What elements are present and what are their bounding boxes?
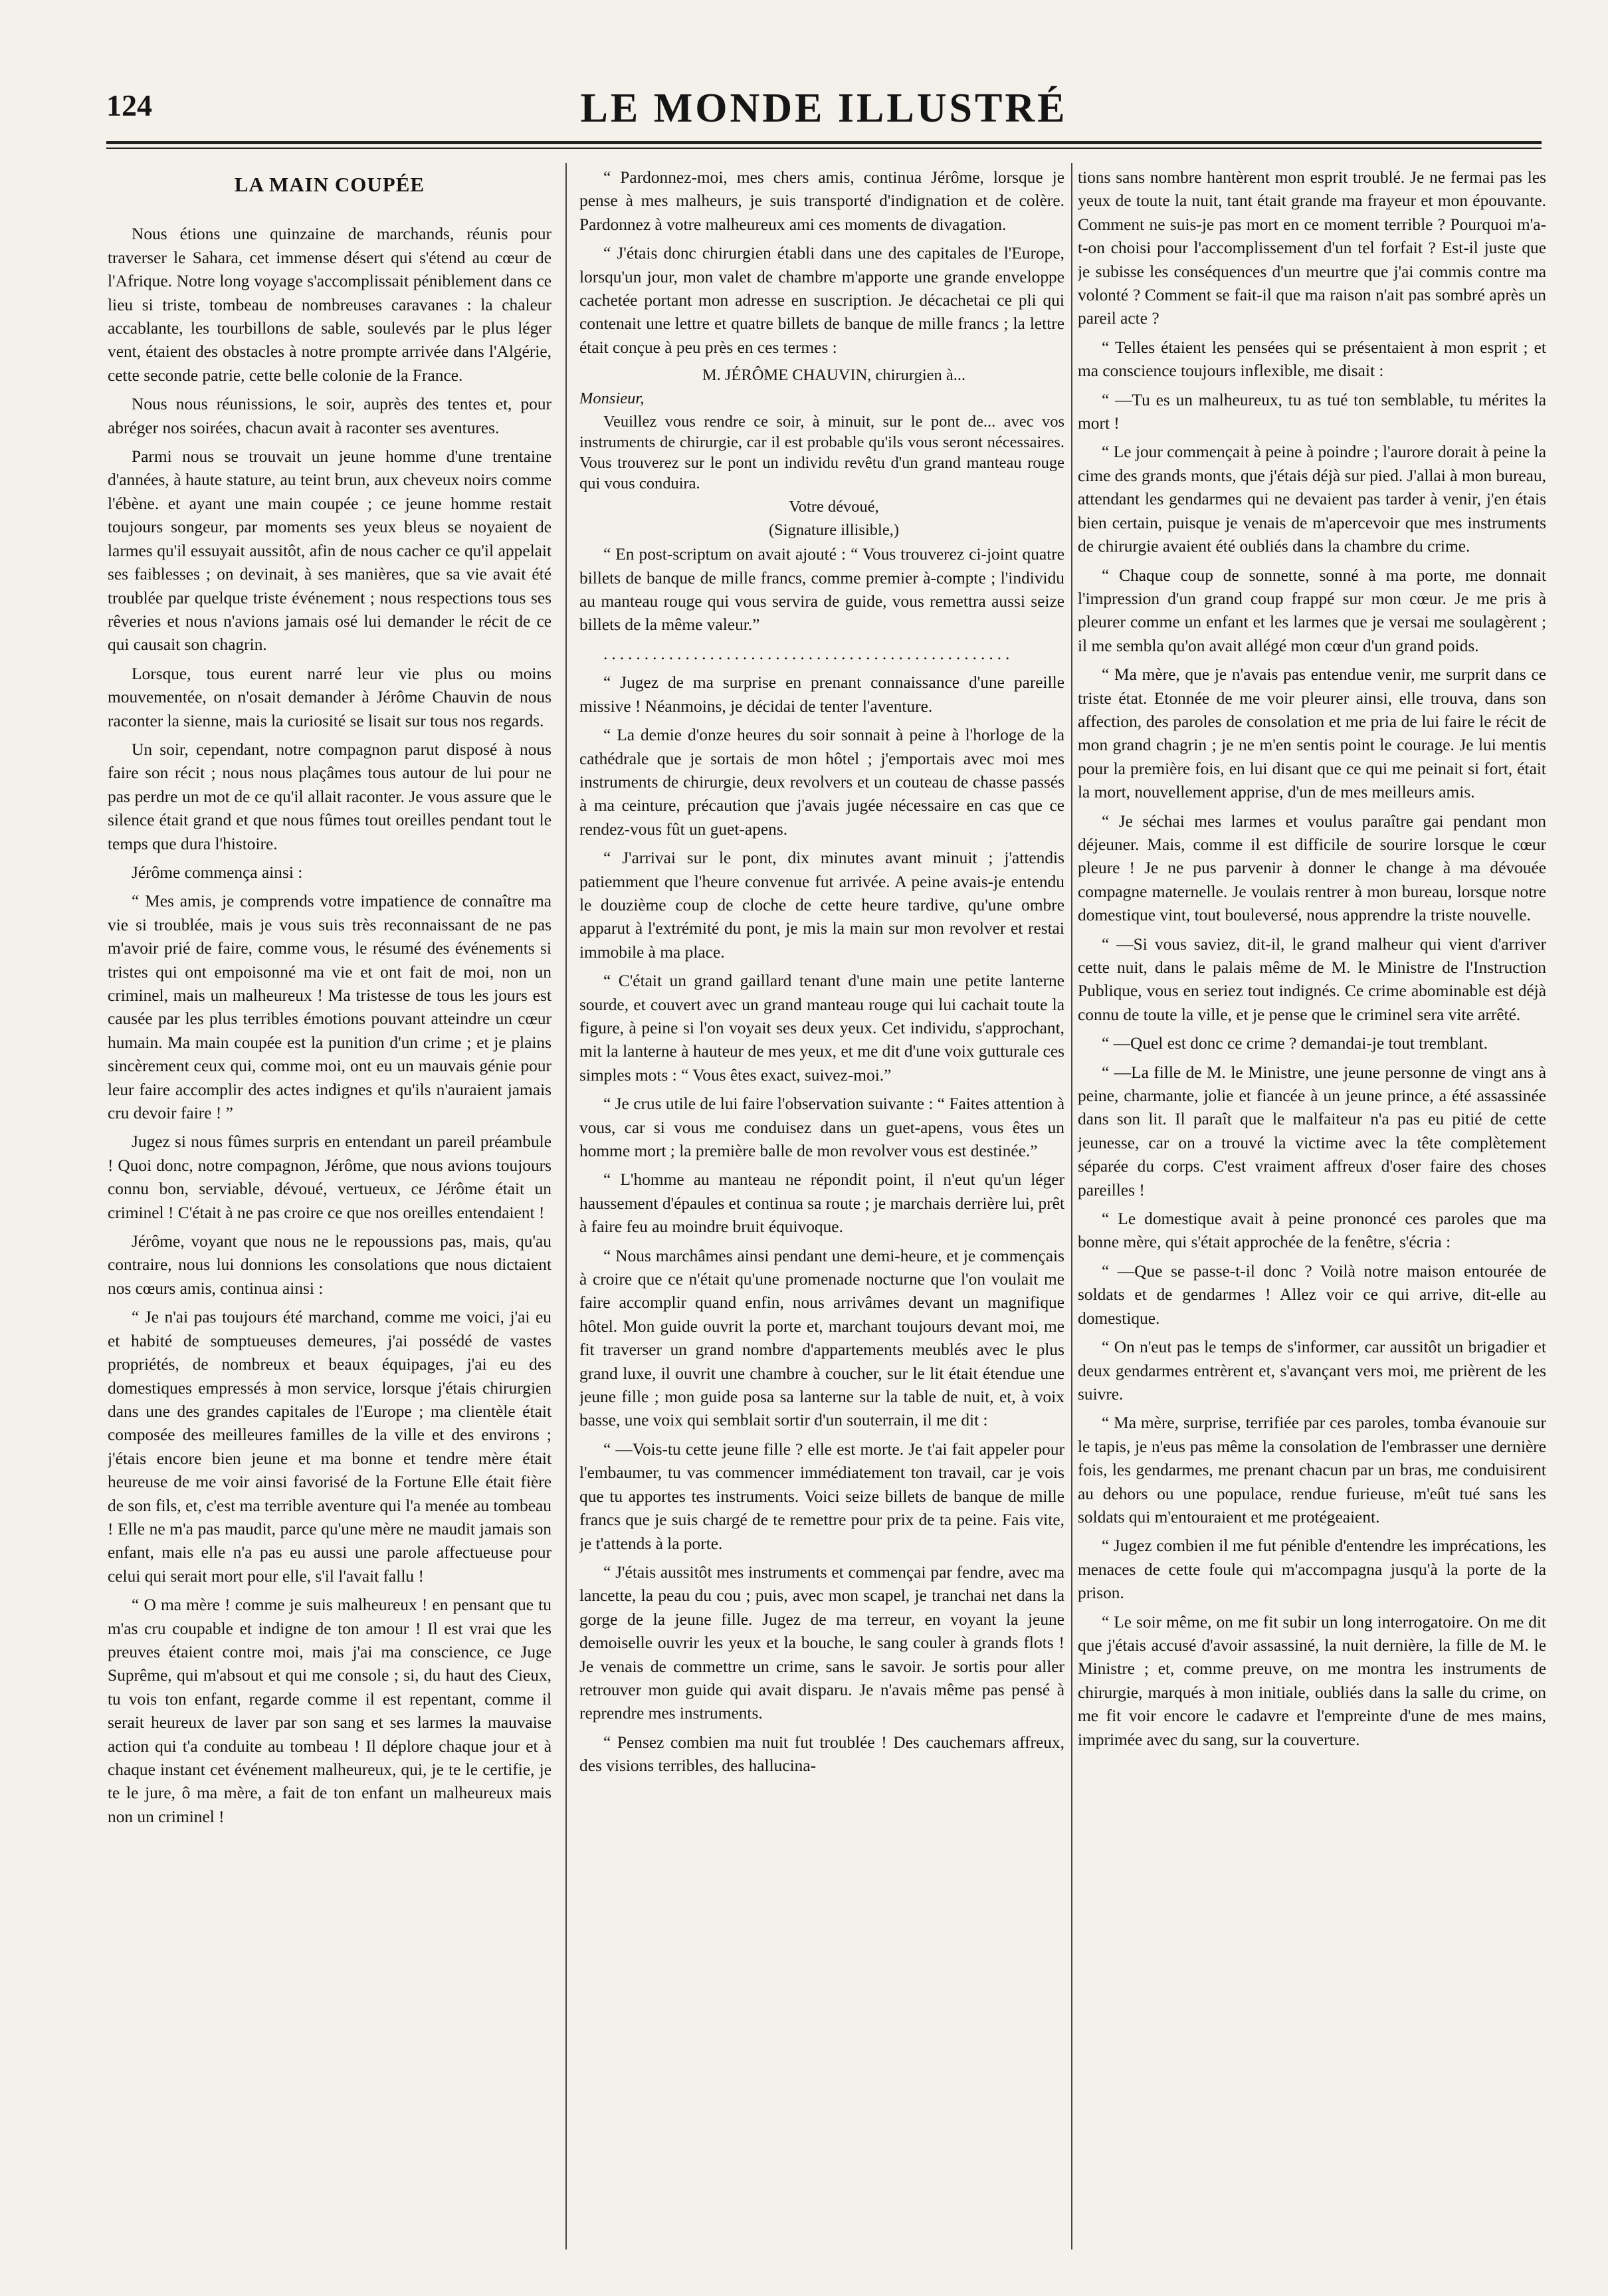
paragraph: “ Jugez de ma surprise en prenant connaissance d'une pareille missive ! Néanmoins, je décidai de tenter l'aventure. (579, 673, 1064, 716)
paragraph: “ Jugez combien il me fut pénible d'entendre les imprécations, les menaces de cette foule qui m'accompagna jusqu'à la porte de la prison. (1078, 1536, 1546, 1603)
paragraph: “ En post-scriptum on avait ajouté : “ Vous trouverez ci-joint quatre billets de banque de mille francs, comme premier à-compte ; l'individu au manteau rouge qui vous servira de guide, vous remettra aussi seize billets de la même valeur.” (579, 545, 1064, 635)
paragraph: “ J'étais donc chirurgien établi dans une des capitales de l'Europe, lorsqu'un jour, mon valet de chambre m'apporte une grande enveloppe cachetée portant mon adresse en suscription. Je décachetai ce pli qui contenait une lettre et quatre billets de banque de mille francs ; la lettre était conçue à peu près en ces termes : (579, 244, 1064, 357)
paragraph: “ —Si vous saviez, dit-il, le grand malheur qui vient d'arriver cette nuit, dans le palais même de M. le Ministre de l'Instruction Publique, vous en seriez tout indignés. Ce crime abominable est déjà connu de toute la ville, et je pense que le criminel sera vite arrêté. (1078, 934, 1546, 1024)
header-rule-thin (106, 148, 1542, 149)
paragraph: “ Ma mère, surprise, terrifiée par ces paroles, tomba évanouie sur le tapis, je n'eus pas même la consolation de l'embrasser une dernière fois, les gendarmes, me prenant chacun par un bras, me conduisirent au dehors ou une populace, rendue furieuse, m'eût tué sans les soldats qui m'entouraient et me protégeaient. (1078, 1413, 1546, 1526)
paragraph: “ —La fille de M. le Ministre, une jeune personne de vingt ans à peine, charmante, jolie et fiancée à un jeune prince, a été assassinée dans son lit. Il paraît que le malfaiteur n'a pas eu pitié de cette jeunesse, car on a trouvé la victime avec la tête complètement séparée du corps. C'est vraiment affreux d'oser faire des choses pareilles ! (1078, 1063, 1546, 1200)
paragraph: “ J'arrivai sur le pont, dix minutes avant minuit ; j'attendis patiemment que l'heure convenue fut arrivée. A peine avais-je entendu le douzième coup de cloche de cette heure tardive, qu'une ombre apparut à l'extrémité du pont, je mis la main sur mon revolver et restai immobile à ma place. (579, 849, 1064, 962)
paragraph: Lorsque, tous eurent narré leur vie plus ou moins mouvementée, on n'osait demander à Jérôme Chauvin de nous raconter la sienne, mais la curiosité se lisait sur tous nos regards. (108, 664, 552, 730)
paragraph: “ —Que se passe-t-il donc ? Voilà notre maison entourée de soldats et de gendarmes ! Allez voir ce qui arrive, dit-elle au domestique. (1078, 1261, 1546, 1328)
paragraph: “ Telles étaient les pensées qui se présentaient à mon esprit ; et ma conscience toujours inflexible, me disait : (1078, 338, 1546, 381)
header-rule-thick (106, 141, 1542, 144)
paragraph: Jérôme commença ainsi : (132, 863, 303, 882)
paragraph: “ Le domestique avait à peine prononcé ces paroles que ma bonne mère, qui s'était approchée de la fenêtre, s'écria : (1078, 1209, 1546, 1252)
paragraph: Nous étions une quinzaine de marchands, réunis pour traverser le Sahara, cet immense désert qui s'étend au cœur de l'Afrique. Notre long voyage s'accomplissait péniblement dans ce lieu si triste, tombeau de nombreuses caravanes : la chaleur accablante, les tourbillons de sable, soulevés par le plus léger vent, étaient des obstacles à notre prompte arrivée dans l'Algérie, cette seconde patrie, cette belle colonie de la France. (108, 225, 552, 385)
paragraph: “ —Quel est donc ce crime ? demandai-je tout tremblant. (1102, 1034, 1488, 1053)
column-1 (108, 166, 552, 2253)
paragraph: “ Le soir même, on me fit subir un long interrogatoire. On me dit que j'étais accusé d'avoir assassiné, la nuit dernière, la fille de M. le Ministre ; et, comme preuve, on me montra les instruments de chirurgie, marqués à mon initiale, oubliés dans la salle du crime, on me fit voir encore le cadavre et l'empreinte d'une de mes mains, imprimée avec du sang, sur la couverture. (1078, 1612, 1546, 1749)
column-divider (565, 163, 567, 2249)
paragraph: “ Pensez combien ma nuit fut troublée ! Des cauchemars affreux, des visions terribles, des hallucina- (579, 1732, 1064, 1776)
paragraph: “ Je séchai mes larmes et voulus paraître gai pendant mon déjeuner. Mais, comme il est difficile de sourire lorsque le cœur pleure ! Je ne pus parvenir à donner le change à ma dévouée compagne maternelle. Je voulais rentrer à mon bureau, lorsque notre domestique vint, tout bouleversé, nous apprendre la triste nouvelle. (1078, 811, 1546, 925)
paragraph: Un soir, cependant, notre compagnon parut disposé à nous faire son récit ; nous nous plaçâmes tous autour de lui pour ne pas perdre un mot de ce qu'il allait raconter. Je vous assure que le silence était grand et que nous fûmes tout oreilles pendant tout le temps que dura l'histoire. (108, 740, 552, 853)
paragraph: “ Pardonnez-moi, mes chers amis, continua Jérôme, lorsque je pense à mes malheurs, je suis transporté d'indignation et de colère. Pardonnez à votre malheureux ami ces moments de divagation. (579, 168, 1064, 234)
letter-salutation: Monsieur, (579, 389, 645, 408)
article-title: LA MAIN COUPÉE (234, 173, 425, 196)
paragraph: “ Chaque coup de sonnette, sonné à ma porte, me donnait l'impression d'un grand coup frappé sur mon cœur. Je me pris à pleurer comme un enfant et les larmes que je versai me soulagèrent ; il me sembla qu'on avait allégé mon cœur d'un grand poids. (1078, 566, 1546, 655)
ellipsis-separator: .................................................. (603, 644, 1014, 663)
page-header (106, 80, 1542, 143)
paragraph: “ —Vois-tu cette jeune fille ? elle est morte. Je t'ai fait appeler pour l'embaumer, tu vas commencer immédiatement ton travail, car je vois que tu apportes tes instruments. Voici seize billets de banque de mille francs que je suis chargé de te remettre pour prix de ta peine. Fais vite, je t'attends à la porte. (579, 1439, 1064, 1553)
paragraph: “ C'était un grand gaillard tenant d'une main une petite lanterne sourde, et couvert avec un grand manteau rouge qui lui cachait toute la figure, à peine si l'on voyait ses deux yeux. Cet individu, s'approchant, mit la lanterne à hauteur de mes yeux, et me dit d'une voix gutturale ces simples mots : “ Vous êtes exact, suivez-moi.” (579, 972, 1064, 1085)
paragraph: Parmi nous se trouvait un jeune homme d'une trentaine d'années, à haute stature, au teint brun, aux cheveux noirs comme l'ébène. et ayant une main coupée ; ce jeune homme restait toujours songeur, par moments ses yeux bleus se noyaient de larmes qu'il essuyait aussitôt, afin de nous cacher ce qu'il appelait ses faiblesses ; on devinait, à ses manières, que sa vie avait été troublée par quelque triste événement ; nous respections tous ses rêveries et nous n'avions jamais osé lui demander le récit de ce qui causait son chagrin. (108, 447, 552, 655)
column-divider (1071, 163, 1072, 2249)
letter-heading: M. JÉRÔME CHAUVIN, chirurgien à... (702, 366, 966, 385)
paragraph: “ Ma mère, que je n'avais pas entendue venir, me surprit dans ce triste état. Etonnée de me voir pleurer ainsi, elle trouva, dans son affection, des paroles de consolation et me pria de lui faire le récit de mon grand chagrin ; je ne m'en sentis point le courage. Je lui mentis pour la première fois, en lui disant que ce qui me peinait si fort, était la mort, nouvellement apprise, d'un de mes meilleurs amis. (1078, 665, 1546, 802)
paragraph: “ Je n'ai pas toujours été marchand, comme me voici, j'ai eu et habité de somptueuses demeures, j'ai possédé de vastes propriétés, de nombreux et beaux équipages, j'ai eu des domestiques empressés à mon service, lorsque j'étais chirurgien dans une des grandes capitales de l'Europe ; ma clientèle était composée des meilleures familles de la ville et des environs ; j'étais encore bien jeune et ma bonne et tendre mère était heureuse de me voir ainsi favorisé de la Fortune Elle était fière de son fils, et, c'est ma terrible aventure qui l'a menée au tombeau ! Elle ne m'a pas maudit, parce qu'une mère ne maudit jamais son enfant, mais elle n'a pas eu aussi une parole affectueuse pour celui qui serait mort pour elle, s'il l'avait fallu ! (108, 1308, 552, 1586)
paragraph: Nous nous réunissions, le soir, auprès des tentes et, pour abréger nos soirées, chacun avait à raconter ses aventures. (108, 395, 552, 437)
letter-signature: (Signature illisible,) (769, 521, 899, 540)
paragraph: “ Mes amis, je comprends votre impatience de connaître ma vie si troublée, mais je vous suis très reconnaissant de ne pas m'avoir prié de faire, comme vous, le résumé des événements si tristes qui ont empoisonné ma vie et ont fait de moi, non un criminel, mais un malheureux ! Ma tristesse de tous les jours est causée par les plus terribles émotions pouvant atteindre un cœur humain. Ma main coupée est la punition d'un crime ; et je plains sincèrement ceux qui, comme moi, ont eu un mauvais génie pour leur faire accomplir des actes indignes et qu'ils n'auraient jamais cru devoir faire ! ” (108, 892, 552, 1123)
paragraph: “ —Tu es un malheureux, tu as tué ton semblable, tu mérites la mort ! (1078, 390, 1546, 433)
masthead-title: LE MONDE ILLUSTRÉ (580, 86, 1068, 131)
quoted-letter (579, 365, 1064, 540)
paragraph: “ Je crus utile de lui faire l'observation suivante : “ Faites attention à vous, car si vous me conduisez dans un guet-apens, vous êtes un homme mort ; la première balle de mon revolver vous est destinée.” (579, 1095, 1064, 1160)
paragraph: “ O ma mère ! comme je suis malheureux ! en pensant que tu m'as cru coupable et indigne de ton amour ! Il est vrai que les preuves étaient contre moi, mais j'ai ma conscience, ce Juge Suprême, qui m'absout et qui me console ; si, du haut des Cieux, tu vois ton enfant, regarde comme il est repentant, comme il serait heureux de laver par son sang et ses larmes la mauvaise action qui t'a conduite au tombeau ! Il déplore chaque jour et à chaque instant cet événement malheureux, qui, je te le certifie, je te le jure, ô ma mère, a fait de ton enfant un malheureux mais non un criminel ! (108, 1596, 552, 1826)
paragraph: “ L'homme au manteau ne répondit point, il n'eut qu'un léger haussement d'épaules et continua sa route ; je marchais derrière lui, prêt à faire feu au moindre bruit équivoque. (579, 1170, 1064, 1237)
paragraph: Jérôme, voyant que nous ne le repoussions pas, mais, qu'au contraire, nous lui donnions les consolations que nous dictaient nos cœurs amis, continua ainsi : (108, 1232, 552, 1298)
paragraph: “ La demie d'onze heures du soir sonnait à peine à l'horloge de la cathédrale que je sortais de mon hôtel ; j'emportais avec moi mes instruments de chirurgie, deux revolvers et un couteau de chasse passés à ma ceinture, précaution que j'avais jugée nécessaire en cas que ce rendez-vous fût un guet-apens. (579, 726, 1064, 839)
paragraph: “ On n'eut pas le temps de s'informer, car aussitôt un brigadier et deux gendarmes entrèrent et, s'avançant vers moi, me prièrent de les suivre. (1078, 1338, 1546, 1404)
paragraph: Jugez si nous fûmes surpris en entendant un pareil préambule ! Quoi donc, notre compagnon, Jérôme, que nous avions toujours connu bon, serviable, dévoué, vertueux, ce Jérôme était un criminel ! C'était à ne pas croire ce que nos oreilles entendaient ! (108, 1132, 552, 1222)
column-3 (1078, 166, 1546, 2253)
column-2 (579, 166, 1064, 2253)
paragraph: “ Nous marchâmes ainsi pendant une demi-heure, et je commençais à croire que ce n'était qu'une promenade nocturne que l'on voulait me faire accomplir quand enfin, nous arrivâmes devant un magnifique hôtel. Mon guide ouvrit la porte et, marchant toujours devant moi, me fit traverser un grand nombre d'appartements meublés avec le plus grand luxe, il ouvrit une chambre à coucher, sur le lit était étendue une jeune fille ; mon guide posa sa lanterne sur la table de nuit, et, à voix basse, une voix qui semblait sortir d'un souterrain, il me dit : (579, 1246, 1064, 1430)
paragraph: tions sans nombre hantèrent mon esprit troublé. Je ne fermai pas les yeux de toute la nuit, tant était grande ma frayeur et mon épouvante. Comment ne suis-je pas mort en ce moment terrible ? Pourquoi m'a-t-on choisi pour l'accomplissement d'un tel forfait ? Est-il juste que je subisse les conséquences d'un meurtre que j'ai commis contre ma volonté ? Comment se fait-il que ma raison n'ait pas sombré après un pareil acte ? (1078, 168, 1546, 328)
paragraph: “ Le jour commençait à peine à poindre ; l'aurore dorait à peine la cime des grands monts, que j'étais déjà sur pied. J'allai à mon bureau, attendant les gendarmes qui ne devaient pas tarder à venir, j'en étais bien certain, puisque je venais de m'apercevoir que mes instruments de chirurgie avaient été oubliés dans la chambre du crime. (1078, 443, 1546, 556)
letter-body: Veuillez vous rendre ce soir, à minuit, sur le pont de... avec vos instruments de chirurgie, car il est probable qu'ils vous seront nécessaires. Vous trouverez sur le pont un individu revêtu d'un grand manteau rouge qui vous conduira. (579, 413, 1064, 493)
page-number: 124 (106, 88, 152, 122)
paragraph: “ J'étais aussitôt mes instruments et commençai par fendre, avec ma lancette, la peau du cou ; puis, avec mon scapel, je tranchai net dans la gorge de la jeune fille. Jugez de ma terreur, en voyant la jeune demoiselle ouvrir les yeux et la bouche, le sang couler à grands flots ! Je venais de commettre un crime, sans le savoir. Je sortis pour aller retrouver mon guide qui avait disparu. Je n'avais même pas pensé à reprendre mes instruments. (579, 1562, 1064, 1723)
letter-closing: Votre dévoué, (789, 498, 879, 516)
